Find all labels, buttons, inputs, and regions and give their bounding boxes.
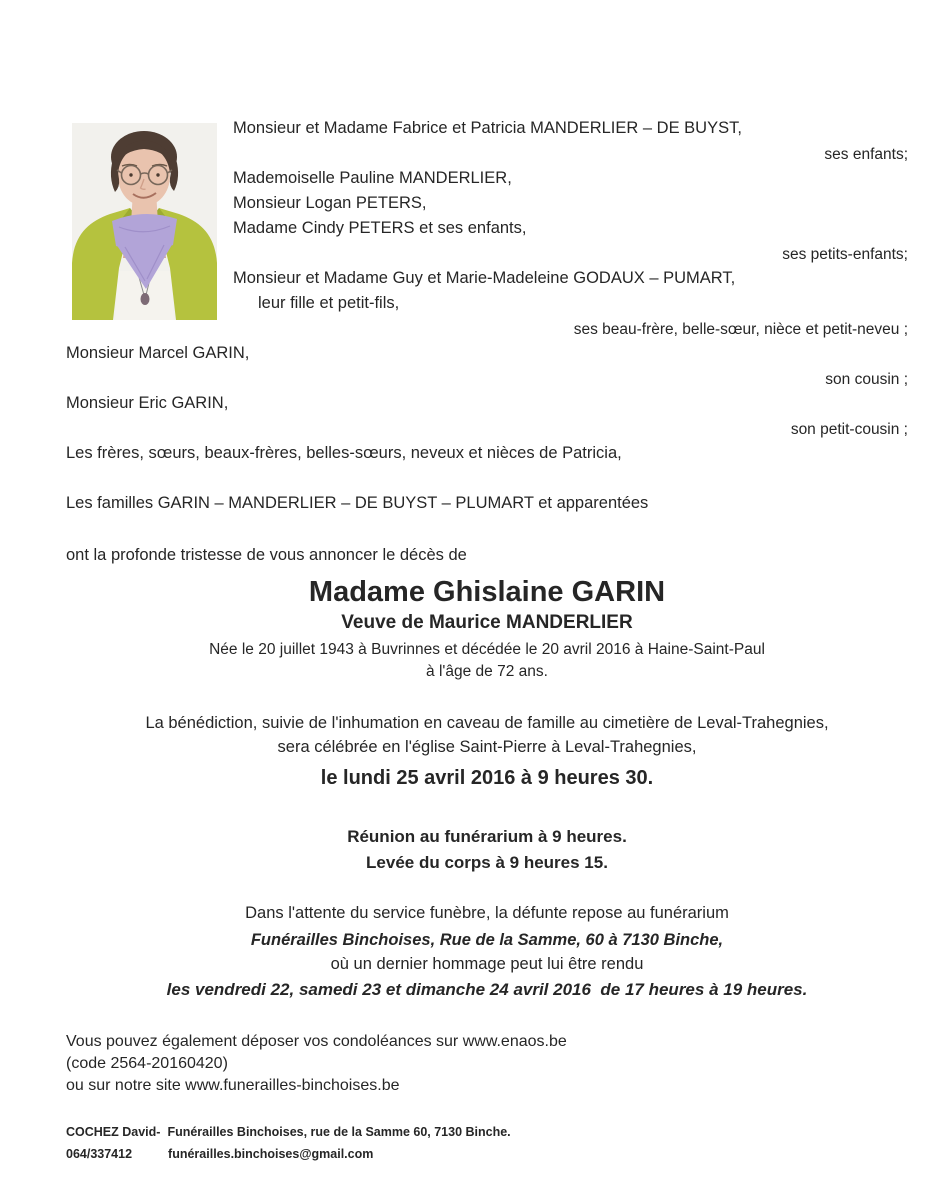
footer-line bbox=[66, 1124, 908, 1140]
footer-phone: 064/337412 bbox=[66, 1147, 133, 1161]
family-line: Monsieur Logan PETERS, bbox=[233, 194, 427, 212]
funeral-home-line: Funérailles Binchoises, Rue de la Samme, 60 à 7130 Binche, bbox=[250, 931, 724, 949]
ceremony-intro-line: sera célébrée en l'église Saint-Pierre à Leval-Trahegnies, bbox=[277, 738, 697, 756]
deceased-relation: Veuve de Maurice MANDERLIER bbox=[341, 612, 633, 633]
relationship-label: son petit-cousin ; bbox=[790, 421, 908, 438]
families-line: Les familles GARIN – MANDERLIER – DE BUYST – PLUMART et apparentées bbox=[66, 494, 649, 512]
meeting-line: Réunion au funérarium à 9 heures. bbox=[347, 827, 627, 846]
family-line: Monsieur Eric GARIN, bbox=[66, 394, 229, 412]
footer-line bbox=[66, 1146, 908, 1162]
family-line: Les frères, sœurs, beaux-frères, belles-sœurs, neveux et nièces de Patricia, bbox=[66, 444, 622, 462]
relationship-label: ses petits-enfants; bbox=[782, 246, 908, 263]
visiting-hours: les vendredi 22, samedi 23 et dimanche 24 avril 2016 de 17 heures à 19 heures. bbox=[166, 980, 808, 999]
age-line: à l'âge de 72 ans. bbox=[426, 663, 548, 680]
family-line: Monsieur Marcel GARIN, bbox=[66, 344, 250, 362]
homage-line: où un dernier hommage peut lui être rendu bbox=[330, 955, 644, 973]
relationship-label: son cousin ; bbox=[825, 371, 908, 388]
ceremony-datetime: le lundi 25 avril 2016 à 9 heures 30. bbox=[320, 767, 654, 789]
announcement-intro: ont la profonde tristesse de vous annoncer le décès de bbox=[66, 546, 467, 564]
family-line: Monsieur et Madame Fabrice et Patricia MANDERLIER – DE BUYST, bbox=[233, 119, 742, 137]
family-line: Madame Cindy PETERS et ses enfants, bbox=[233, 219, 527, 237]
repose-line: Dans l'attente du service funèbre, la défunte repose au funérarium bbox=[245, 904, 729, 922]
birth-death-line: Née le 20 juillet 1943 à Buvrinnes et décédée le 20 avril 2016 à Haine-Saint-Paul bbox=[209, 641, 765, 658]
relationship-label: ses beau-frère, belle-sœur, nièce et petit-neveu ; bbox=[573, 321, 908, 338]
body-removal-line: Levée du corps à 9 heures 15. bbox=[366, 853, 608, 872]
footer-email: funérailles.binchoises@gmail.com bbox=[168, 1147, 374, 1161]
condolences-code: (code 2564-20160420) bbox=[66, 1055, 228, 1072]
relationship-label: ses enfants; bbox=[824, 146, 908, 163]
ceremony-intro-line: La bénédiction, suivie de l'inhumation en caveau de famille au cimetière de Leval-Trahegnies, bbox=[145, 714, 829, 732]
footer-director: COCHEZ David- bbox=[66, 1125, 161, 1139]
condolences-line: Vous pouvez également déposer vos condoléances sur www.enaos.be bbox=[66, 1033, 567, 1050]
family-line: Monsieur et Madame Guy et Marie-Madeleine GODAUX – PUMART, bbox=[233, 269, 736, 287]
family-line: Mademoiselle Pauline MANDERLIER, bbox=[233, 169, 512, 187]
family-line: leur fille et petit-fils, bbox=[258, 294, 400, 312]
deceased-name: Madame Ghislaine GARIN bbox=[308, 576, 666, 608]
footer-address: Funérailles Binchoises, rue de la Samme 60, 7130 Binche. bbox=[167, 1125, 511, 1139]
condolences-site-line: ou sur notre site www.funerailles-binchoises.be bbox=[66, 1077, 400, 1094]
